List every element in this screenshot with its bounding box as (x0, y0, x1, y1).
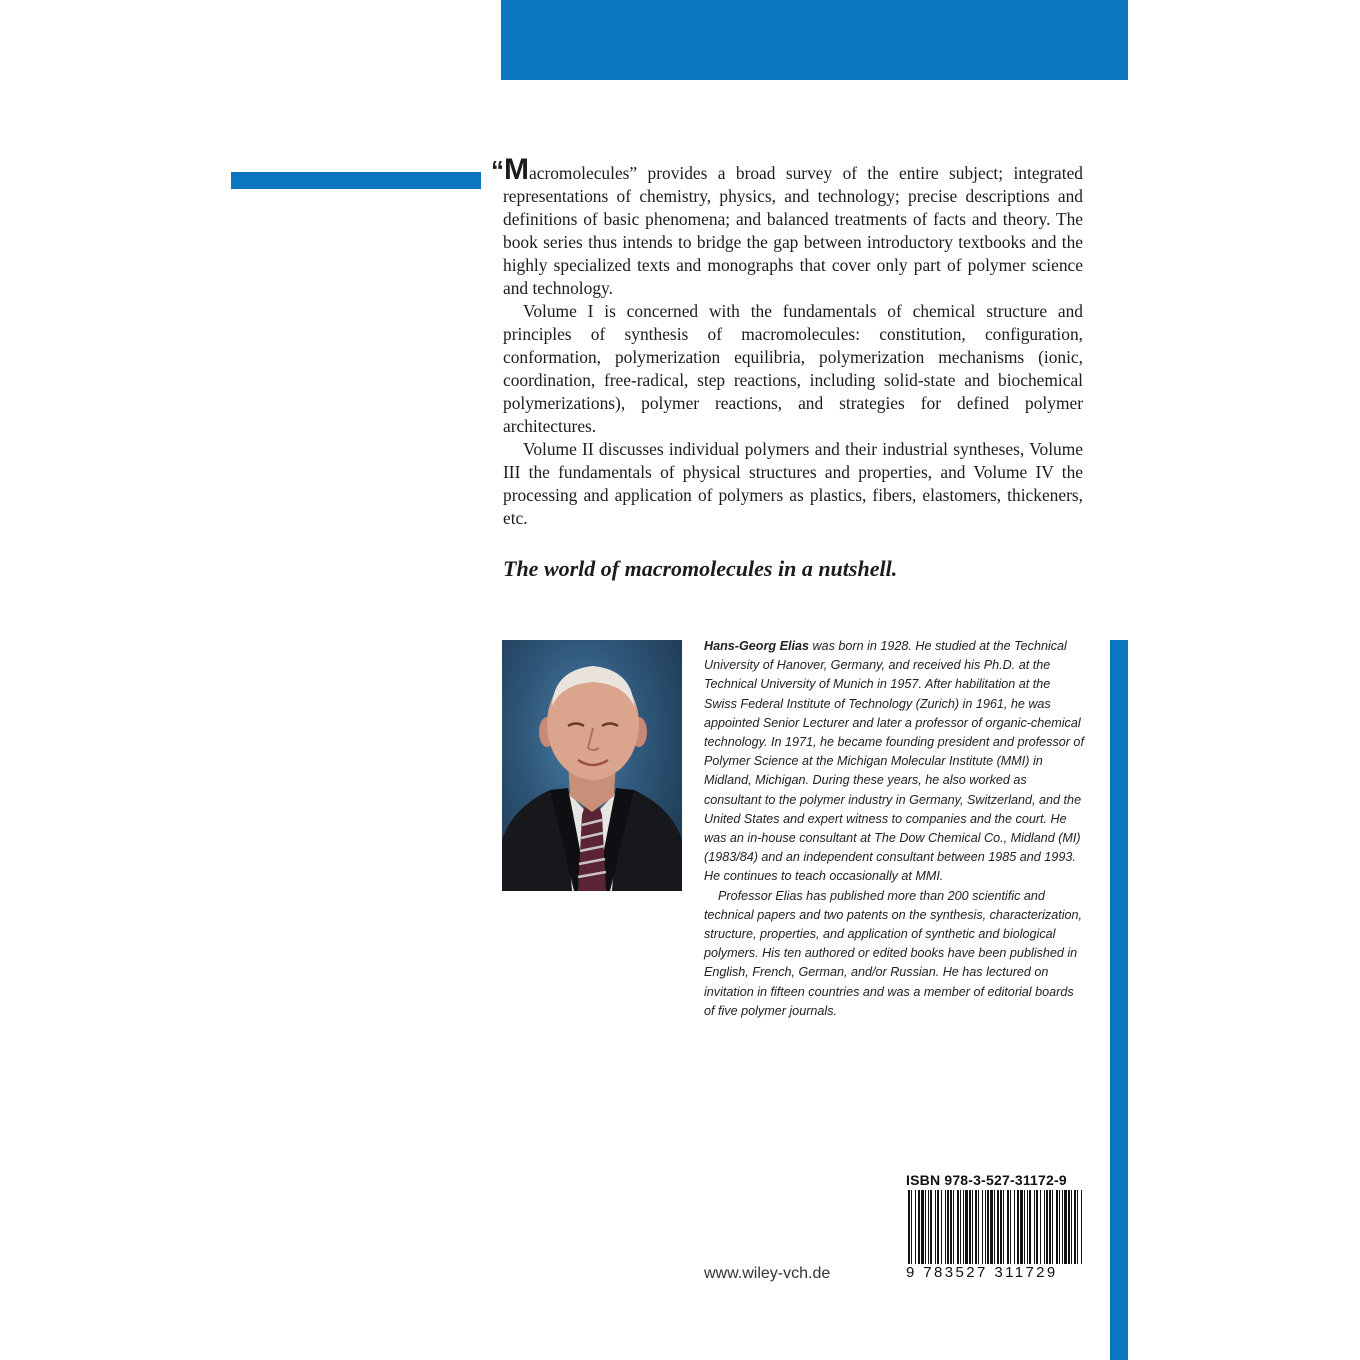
barcode-bar (1007, 1190, 1009, 1264)
barcode-bar (941, 1190, 942, 1264)
barcode-bar (925, 1190, 926, 1264)
top-accent-bar (501, 0, 1128, 80)
barcode-bar (985, 1190, 986, 1264)
barcode-bar (957, 1190, 959, 1264)
barcode-bar (1017, 1190, 1019, 1264)
barcode-bar (915, 1190, 916, 1264)
barcode-bar (1040, 1190, 1041, 1264)
barcode-bar (928, 1190, 929, 1264)
barcode-bar (1059, 1190, 1060, 1264)
barcode-bar (990, 1190, 993, 1264)
barcode-bar (1034, 1190, 1035, 1264)
barcode-bar (960, 1190, 961, 1264)
barcode-bar (1062, 1190, 1063, 1264)
bio-paragraph-1 (704, 637, 1086, 887)
intro-paragraph-3: Volume II discusses individual polymers and their industrial syntheses, Volume III the fundamentals of physical structures and properties, and Volume IV the processing and application of polymers as plastics, fibers, elastomers, thickeners, etc. (503, 439, 1083, 528)
barcode-bar (963, 1190, 964, 1264)
bio-paragraph-1-text: was born in 1928. He studied at the Technical University of Hanover, Germany, and received his Ph.D. at the Technical University of Munich in 1957. After habilitation at the Swiss Federal Institute of Technology (Zurich) in 1961, he was appointed Senior Lecturer and later a professor of organic-chemical technology. In 1971, he became founding president and professor of Polymer Science at the Michigan Molecular Institute (MMI) in Midland, Michigan. During these years, he also worked as consultant to the polymer industry in Germany, Switzerland, and the United States and expert witness to companies and the court. He was an in-house consultant at The Dow Chemical Co., Midland (MI) (1983/84) and an independent consultant between 1985 and 1993. He continues to teach occasionally at MMI. (704, 639, 1084, 884)
author-biography (704, 637, 1086, 1021)
intro-paragraph-2: Volume I is concerned with the fundamentals of chemical structure and principles of synthesis of macromolecules: constitution, configuration, conformation, polymerization equilibria, polymerization mechanisms (ionic, coordination, free-radical, step reactions, including solid-state and biochemical polymerizations), polymer reactions, and strategies for defined polymer architectures. (503, 301, 1083, 436)
tagline: The world of macromolecules in a nutshell. (503, 556, 898, 581)
barcode-bar (972, 1190, 973, 1264)
barcode-bar (1064, 1190, 1067, 1264)
barcode-bar (945, 1190, 946, 1264)
barcode-bar (918, 1190, 920, 1264)
right-accent-bar (1110, 640, 1128, 1360)
series-description (491, 153, 1083, 530)
intro-paragraph-1-text: acromolecules” provides a broad survey of the entire subject; integrated representations of chemistry, physics, and technology; precise descriptions and definitions of basic phenomena; and balanced treatments of facts and theory. The book series thus intends to bridge the gap between introductory textbooks and the highly specialized texts and monographs that cover only part of polymer science and technology. (503, 163, 1083, 298)
barcode-bar (1046, 1190, 1048, 1264)
barcode-bar (975, 1190, 977, 1264)
barcode-bar (1036, 1190, 1038, 1264)
barcode-digits: 9 783527 311729 (906, 1264, 1086, 1281)
barcode-bar (1052, 1190, 1053, 1264)
barcode-bar (947, 1190, 949, 1264)
barcode-bar (930, 1190, 932, 1264)
barcode-bar (978, 1190, 979, 1264)
author-portrait (502, 640, 682, 891)
barcode-bar (950, 1190, 952, 1264)
barcode-bar (1014, 1190, 1015, 1264)
barcode-bar (1074, 1190, 1076, 1264)
author-portrait-illustration (502, 640, 682, 891)
barcode-bar (1049, 1190, 1051, 1264)
left-accent-bar (231, 172, 481, 189)
barcode-bar (1068, 1190, 1070, 1264)
bio-paragraph-2: Professor Elias has published more than 200 scientific and technical papers and two patents on the synthesis, characterization, structure, properties, and application of synthetic and biological polymers. His ten authored or edited books have been published in English, French, German, and/or Russian. He has lectured on invitation in fifteen countries and was a member of editorial boards of five polymer journals. (704, 888, 1083, 1018)
barcode-bar (1024, 1190, 1025, 1264)
barcode-bar (1077, 1190, 1078, 1264)
barcode-bar (937, 1190, 939, 1264)
barcode-bar (987, 1190, 989, 1264)
barcode-bar (1010, 1190, 1011, 1264)
barcode-bar (1056, 1190, 1058, 1264)
barcode-bar (953, 1190, 954, 1264)
barcode-bar (935, 1190, 936, 1264)
barcode-bar (1071, 1190, 1072, 1264)
lead-letter: M (504, 153, 529, 186)
barcode-bar (965, 1190, 968, 1264)
barcode-bar (969, 1190, 971, 1264)
barcode-bar (1027, 1190, 1028, 1264)
barcode-bar (1044, 1190, 1045, 1264)
barcode-bar (1029, 1190, 1031, 1264)
barcode-bar (1020, 1190, 1023, 1264)
publisher-url[interactable]: www.wiley-vch.de (704, 1265, 831, 1282)
barcode-bar (982, 1190, 983, 1264)
barcode-bar (921, 1190, 924, 1264)
isbn-label: ISBN 978-3-527-31172-9 (906, 1172, 1067, 1188)
author-name: Hans-Georg Elias (704, 639, 809, 653)
barcode-bar (1003, 1190, 1004, 1264)
opening-quote-mark: “ (491, 155, 504, 185)
barcode-bar (1000, 1190, 1002, 1264)
intro-paragraph-1 (491, 153, 1083, 300)
